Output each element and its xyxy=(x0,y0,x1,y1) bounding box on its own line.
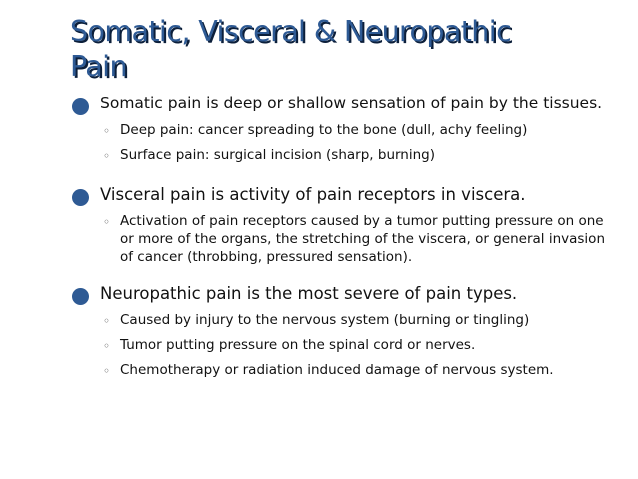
sub-item xyxy=(100,361,612,379)
sub-item-text: Caused by injury to the nervous system (burning or tingling) xyxy=(120,312,530,328)
bullet-neuropathic xyxy=(72,282,612,379)
sub-list xyxy=(100,212,612,266)
sub-item xyxy=(100,212,612,266)
hollow-circle-bullet-icon: ◦ xyxy=(103,124,111,138)
sub-item xyxy=(100,311,612,329)
bullet-somatic xyxy=(72,92,612,164)
hollow-circle-bullet-icon: ◦ xyxy=(103,215,111,229)
bullet-text: Neuropathic pain is the most severe of pain types. xyxy=(100,284,518,303)
hollow-circle-bullet-icon: ◦ xyxy=(103,364,111,378)
bullet-text: Visceral pain is activity of pain receptors in viscera. xyxy=(100,185,526,204)
slide-content xyxy=(72,92,612,386)
sub-item-text: Tumor putting pressure on the spinal cord or nerves. xyxy=(120,337,476,353)
hollow-circle-bullet-icon: ◦ xyxy=(103,149,111,163)
sub-item-text: Chemotherapy or radiation induced damage of nervous system. xyxy=(120,362,554,378)
sub-item-text: Activation of pain receptors caused by a tumor putting pressure on one or more of the organs, the stretching of the viscera, or general invasion of cancer (throbbing, pressured sensation). xyxy=(120,213,605,265)
slide-title xyxy=(70,14,610,84)
title-line-1: Somatic, Visceral & Neuropathic xyxy=(70,15,512,48)
sub-item-text: Deep pain: cancer spreading to the bone (dull, achy feeling) xyxy=(120,122,528,138)
sub-list xyxy=(100,311,612,379)
filled-circle-bullet-icon xyxy=(72,288,89,305)
sub-list xyxy=(100,121,612,164)
filled-circle-bullet-icon xyxy=(72,189,89,206)
sub-item-text: Surface pain: surgical incision (sharp, burning) xyxy=(120,147,436,163)
bullet-visceral xyxy=(72,183,612,266)
title-line-2: Pain xyxy=(70,50,127,83)
filled-circle-bullet-icon xyxy=(72,98,89,115)
hollow-circle-bullet-icon: ◦ xyxy=(103,314,111,328)
sub-item xyxy=(100,336,612,354)
sub-item xyxy=(100,146,612,164)
sub-item xyxy=(100,121,612,139)
bullet-text: Somatic pain is deep or shallow sensation of pain by the tissues. xyxy=(100,94,603,112)
hollow-circle-bullet-icon: ◦ xyxy=(103,339,111,353)
